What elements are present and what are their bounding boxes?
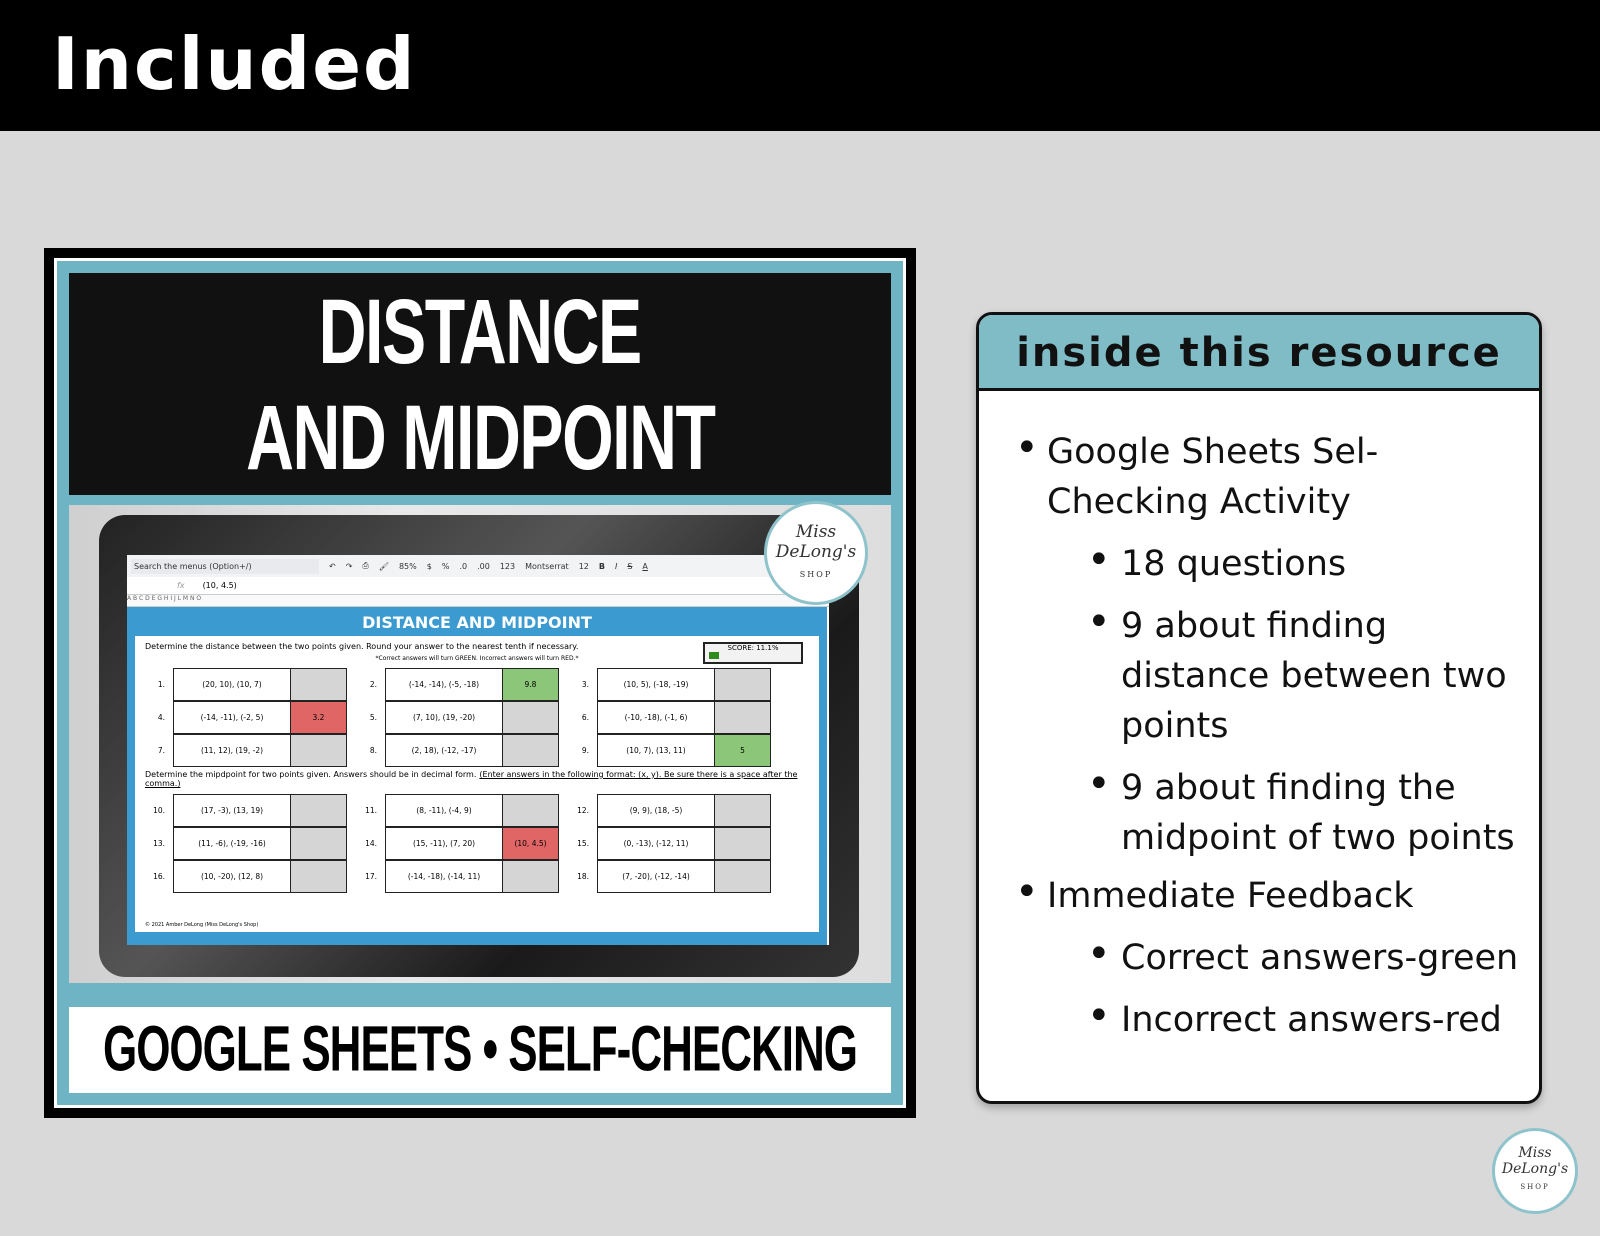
question-points: (8, -11), (-4, 9) <box>385 794 503 827</box>
title-line-2: AND MIDPOINT <box>245 387 715 489</box>
shop-logo: Miss DeLong's SHOP <box>764 501 868 605</box>
answer-cell[interactable]: 5 <box>715 734 771 767</box>
answer-cell[interactable]: 9.8 <box>503 668 559 701</box>
question-number: 2. <box>369 680 377 689</box>
cover-footer <box>69 1007 891 1093</box>
formula-bar[interactable] <box>127 577 829 595</box>
spreadsheet-screen <box>127 555 829 945</box>
shop-logo-corner: Miss DeLong's SHOP <box>1492 1128 1578 1214</box>
answer-cell[interactable] <box>503 794 559 827</box>
question-row <box>569 794 781 827</box>
decrease-decimal-button[interactable]: .0 <box>459 561 468 571</box>
question-number: 15. <box>577 839 589 848</box>
font-size-select[interactable]: 12 <box>578 561 589 571</box>
question-row <box>145 860 357 893</box>
product-cover <box>44 248 916 1118</box>
copyright: © 2021 Amber DeLong (Miss DeLong's Shop) <box>145 922 259 928</box>
question-points: (9, 9), (18, -5) <box>597 794 715 827</box>
title-line-1: DISTANCE <box>318 281 642 383</box>
resource-list-item: • Immediate Feedback <box>1015 871 1519 921</box>
undo-icon[interactable]: ↶ <box>329 561 336 571</box>
format-button[interactable]: 123 <box>499 561 516 571</box>
midpoint-grid <box>145 794 809 893</box>
answer-cell[interactable] <box>715 794 771 827</box>
question-row <box>357 668 569 701</box>
question-points: (17, -3), (13, 19) <box>173 794 291 827</box>
question-number: 14. <box>365 839 377 848</box>
header-bar <box>0 0 1600 131</box>
question-number: 17. <box>365 872 377 881</box>
strikethrough-button[interactable]: S <box>627 561 633 571</box>
sheet-title: DISTANCE AND MIDPOINT <box>362 613 592 632</box>
question-points: (-10, -18), (-1, 6) <box>597 701 715 734</box>
score-box <box>703 642 803 664</box>
question-row <box>357 827 569 860</box>
question-number: 3. <box>581 680 589 689</box>
question-points: (7, -20), (-12, -14) <box>597 860 715 893</box>
question-number: 12. <box>577 806 589 815</box>
resource-card <box>976 312 1542 1104</box>
question-number: 5. <box>369 713 377 722</box>
sheet-body <box>127 607 827 945</box>
question-points: (0, -13), (-12, 11) <box>597 827 715 860</box>
question-row <box>145 734 357 767</box>
answer-cell[interactable] <box>503 734 559 767</box>
answer-cell[interactable] <box>291 734 347 767</box>
answer-cell[interactable]: 3.2 <box>291 701 347 734</box>
midpoint-format-note: (Enter answers in the following format: (x, y). Be sure there is a space after the comma.) <box>145 770 798 788</box>
resource-list-item: • Google Sheets Sel-Checking Activity <box>1015 427 1519 527</box>
question-number: 18. <box>577 872 589 881</box>
question-points: (15, -11), (7, 20) <box>385 827 503 860</box>
distance-instructions: Determine the distance between the two points given. Round your answer to the nearest tenth if necessary. <box>145 642 579 651</box>
print-icon[interactable]: ⎙ <box>362 561 369 570</box>
zoom-select[interactable]: 85% <box>398 561 417 571</box>
bold-button[interactable]: B <box>598 561 605 571</box>
answer-cell[interactable] <box>503 701 559 734</box>
question-number: 7. <box>157 746 165 755</box>
question-row <box>145 668 357 701</box>
header-title: Included <box>52 22 417 106</box>
formula-value[interactable]: (10, 4.5) <box>202 581 237 590</box>
distance-grid <box>145 668 809 767</box>
midpoint-instructions-text: Determine the mipdpoint for two points given. Answers should be in decimal form. <box>145 770 477 779</box>
text-color-button[interactable]: A <box>642 561 648 571</box>
resource-list-item: • 9 about finding distance between two points <box>1087 601 1519 751</box>
question-row <box>145 701 357 734</box>
currency-button[interactable]: $ <box>426 561 432 571</box>
font-select[interactable]: Montserrat <box>525 561 569 571</box>
answer-cell[interactable] <box>291 794 347 827</box>
question-row <box>569 668 781 701</box>
toolbar <box>127 555 829 577</box>
question-points: (-14, -11), (-2, 5) <box>173 701 291 734</box>
card-title: inside this resource <box>979 315 1539 391</box>
question-points: (2, 18), (-12, -17) <box>385 734 503 767</box>
resource-list-item: • Incorrect answers-red <box>1087 995 1519 1045</box>
question-points: (7, 10), (19, -20) <box>385 701 503 734</box>
redo-icon[interactable]: ↷ <box>345 561 353 571</box>
question-row <box>357 860 569 893</box>
question-row <box>145 827 357 860</box>
question-points: (-14, -14), (-5, -18) <box>385 668 503 701</box>
question-points: (11, 12), (19, -2) <box>173 734 291 767</box>
question-number: 1. <box>157 680 165 689</box>
question-number: 11. <box>365 806 377 815</box>
tablet-photo <box>69 505 891 983</box>
answer-cell[interactable] <box>715 668 771 701</box>
answer-cell[interactable] <box>715 827 771 860</box>
question-number: 16. <box>153 872 165 881</box>
answer-cell[interactable] <box>291 668 347 701</box>
answer-cell[interactable] <box>715 701 771 734</box>
answer-cell[interactable] <box>715 860 771 893</box>
menu-search[interactable]: Search the menus (Option+/) <box>131 559 319 574</box>
resource-list-item: • 9 about finding the midpoint of two points <box>1087 763 1519 863</box>
midpoint-instructions <box>145 770 809 788</box>
paint-format-icon[interactable]: 🖌 <box>378 561 389 571</box>
question-points: (20, 10), (10, 7) <box>173 668 291 701</box>
question-points: (10, 7), (13, 11) <box>597 734 715 767</box>
percent-button[interactable]: % <box>441 561 450 571</box>
score-text: SCORE: 11.1% <box>727 644 779 652</box>
question-number: 10. <box>153 806 165 815</box>
question-row <box>569 827 781 860</box>
resource-list-item: • 18 questions <box>1087 539 1519 589</box>
question-number: 4. <box>157 713 165 722</box>
fx-icon: fx <box>177 581 185 590</box>
question-row <box>357 734 569 767</box>
increase-decimal-button[interactable]: .00 <box>477 561 490 571</box>
tablet <box>99 515 859 977</box>
question-points: (-14, -18), (-14, 11) <box>385 860 503 893</box>
question-points: (11, -6), (-19, -16) <box>173 827 291 860</box>
answer-cell[interactable] <box>291 827 347 860</box>
question-number: 8. <box>369 746 377 755</box>
cover-title <box>69 273 891 495</box>
resource-list-item: • Correct answers-green <box>1087 933 1519 983</box>
resource-list <box>979 391 1539 1045</box>
question-number: 9. <box>581 746 589 755</box>
column-headers: A B C D E G H I J L M N O <box>127 595 829 607</box>
score-bar <box>709 652 719 659</box>
answer-cell[interactable]: (10, 4.5) <box>503 827 559 860</box>
question-points: (10, -20), (12, 8) <box>173 860 291 893</box>
question-points: (10, 5), (-18, -19) <box>597 668 715 701</box>
question-row <box>357 701 569 734</box>
question-row <box>569 860 781 893</box>
answer-cell[interactable] <box>291 860 347 893</box>
question-row <box>145 794 357 827</box>
feedback-note: *Correct answers will turn GREEN. Incorrect answers will turn RED.* <box>375 655 579 662</box>
question-row <box>569 701 781 734</box>
footer-text: GOOGLE SHEETS • SELF-CHECKING <box>102 1013 858 1085</box>
answer-cell[interactable] <box>503 860 559 893</box>
question-row <box>569 734 781 767</box>
question-number: 13. <box>153 839 165 848</box>
question-number: 6. <box>581 713 589 722</box>
question-row <box>357 794 569 827</box>
italic-button[interactable]: I <box>614 561 618 571</box>
